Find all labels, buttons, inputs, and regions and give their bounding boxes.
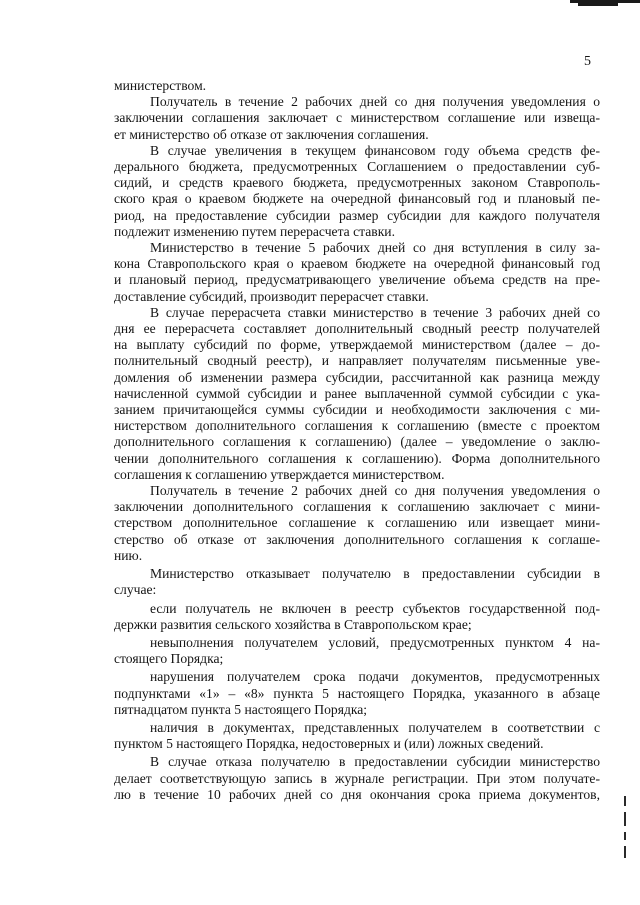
- text-line: на выплату субсидий по форме, утверждаемой министерством (далее – до-: [114, 337, 600, 353]
- text-line: пунктом 5 настоящего Порядка, недостоверных и (или) ложных сведений.: [114, 736, 544, 752]
- text-line: держки развития сельского хозяйства в Ставропольском крае;: [114, 616, 472, 632]
- text-line: ет министерство об отказе от заключения соглашения.: [114, 126, 429, 142]
- text-line: заключении соглашения заключает с министерством соглашение или извеща-: [114, 110, 600, 126]
- text-line: В случае отказа получателю в предоставлении субсидии министерство: [150, 754, 600, 770]
- text-line: заключении дополнительного соглашения к соглашению заключает с мини-: [114, 499, 600, 515]
- text-line: подпунктами «1» – «8» пункта 5 настоящего Порядка, указанного в абзаце: [114, 685, 600, 701]
- text-line: начисленной суммой субсидии и ранее выплаченной суммой субсидии с ука-: [114, 385, 600, 401]
- text-line: нию.: [114, 547, 143, 563]
- text-line: домления об изменении размера субсидии, рассчитанной как разница между: [114, 369, 600, 385]
- text-line: министерством.: [114, 78, 207, 93]
- text-line: и плановый период, предусматривающего увеличение объема средств на пре-: [114, 272, 600, 288]
- text-line: полнительный сводный реестр), и направляет получателям письменные уве-: [114, 353, 600, 369]
- scan-edge-artifact: [624, 796, 627, 896]
- text-line: дерального бюджета, предусмотренных Соглашением о предоставлении суб-: [114, 159, 600, 175]
- text-line: лю в течение 10 рабочих дней со дня окончания срока приема документов,: [114, 786, 600, 802]
- text-line: дня ее перерасчета составляет дополнительный сводный реестр получателей: [114, 321, 600, 337]
- text-line: Получатель в течение 2 рабочих дней со дня получения уведомления о: [150, 483, 600, 499]
- text-line: случае:: [114, 582, 157, 598]
- document-body: [114, 78, 600, 803]
- text-line: В случае увеличения в текущем финансовом году объема средств фе-: [150, 142, 600, 158]
- text-line: пятнадцатом пункта 5 настоящего Порядка;: [114, 701, 368, 717]
- text-line: невыполнения получателем условий, предусмотренных пунктом 4 на-: [150, 634, 600, 650]
- text-line: подлежит изменению путем перерасчета ставки.: [114, 223, 395, 239]
- text-line: нарушения получателем срока подачи документов, предусмотренных: [150, 669, 600, 685]
- text-line: наличия в документах, представленных получателем в соответствии с: [150, 719, 600, 735]
- text-line: стоящего Порядка;: [114, 651, 224, 667]
- text-line: дополнительного соглашения к соглашению) (далее – уведомление о заклю-: [114, 434, 600, 450]
- text-line: делает соответствующую запись в журнале регистрации. При этом получате-: [114, 770, 600, 786]
- text-line: кона Ставропольского края о краевом бюджете на очередной финансовый год: [114, 256, 600, 272]
- text-line: Министерство отказывает получателю в предоставлении субсидии в: [150, 566, 600, 582]
- scan-edge-mark: [578, 0, 618, 6]
- text-line: ского края о краевом бюджете на очередной финансовый год и плановый пе-: [114, 191, 600, 207]
- text-line: Получатель в течение 2 рабочих дней со дня получения уведомления о: [150, 94, 600, 110]
- page-number: 5: [584, 54, 591, 69]
- text-line: стерство об отказе от заключения дополнительного соглашения к соглаше-: [114, 531, 600, 547]
- text-line: соглашения к соглашению утверждается министерством.: [114, 466, 445, 482]
- text-line: доставление субсидий, производит перерасчет ставки.: [114, 288, 429, 304]
- text-line: В случае перерасчета ставки министерство в течение 3 рабочих дней со: [150, 304, 600, 320]
- text-line: нистерством дополнительного соглашения к соглашению (вместе с проектом: [114, 418, 600, 434]
- text-line: занием причитающейся суммы субсидии и необходимости заключения с ми-: [114, 402, 600, 418]
- text-line: сидий, и средств краевого бюджета, предусмотренных законом Ставрополь-: [114, 175, 600, 191]
- text-line: если получатель не включен в реестр субъектов государственной под-: [150, 600, 600, 616]
- text-line: стерством дополнительное соглашение к соглашению или извещает мини-: [114, 515, 600, 531]
- text-line: чении дополнительного соглашения к соглашению). Форма дополнительного: [114, 450, 600, 466]
- text-line: риод, на предоставление субсидии размер субсидии для каждого получателя: [114, 207, 600, 223]
- text-line: Министерство в течение 5 рабочих дней со дня вступления в силу за-: [150, 240, 600, 256]
